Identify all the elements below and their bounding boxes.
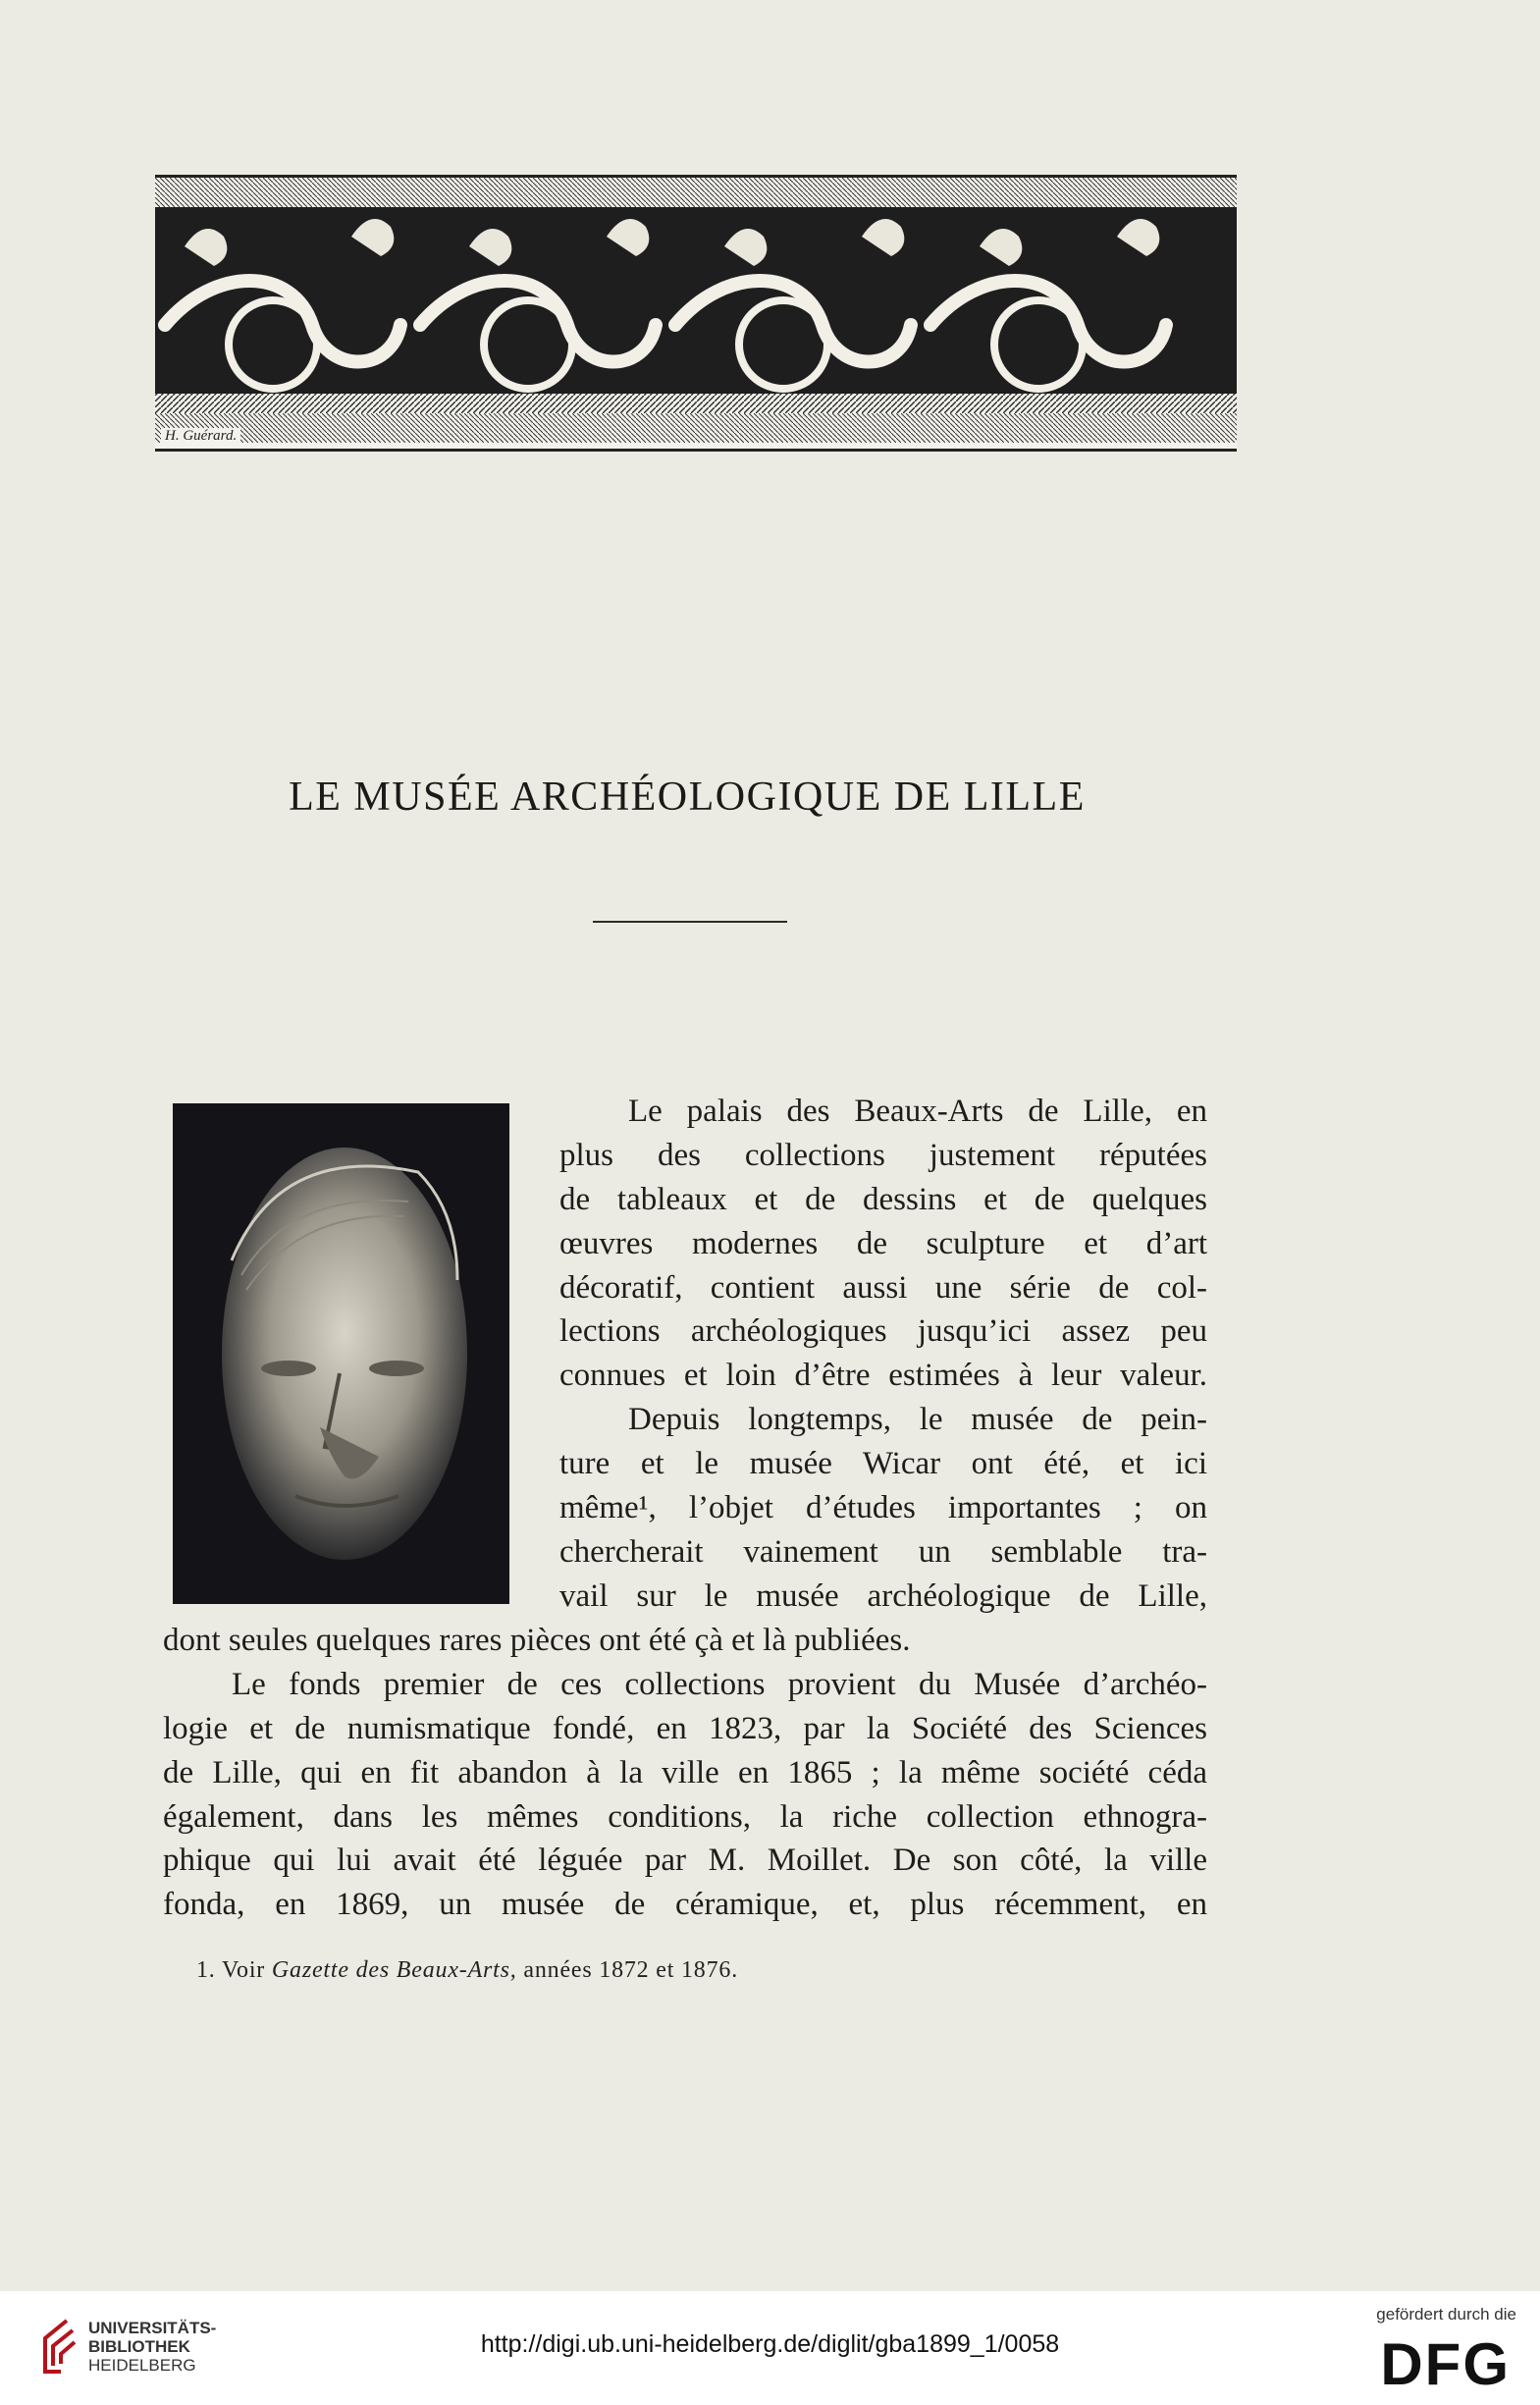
text-line: lections archéologiques jusqu’ici assez peu bbox=[559, 1313, 1207, 1350]
article-title: LE MUSÉE ARCHÉOLOGIQUE DE LILLE bbox=[289, 775, 1086, 820]
text-line: ture et le musée Wicar ont été, et ici bbox=[559, 1446, 1207, 1482]
footnote-number: 1. bbox=[196, 1957, 216, 1983]
footnote-journal: Gazette des Beaux-Arts, bbox=[271, 1957, 517, 1983]
text-line: chercherait vainement un semblable tra- bbox=[559, 1533, 1207, 1570]
text-line: plus des collections justement réputées bbox=[559, 1137, 1207, 1173]
footnote bbox=[196, 1957, 738, 1984]
text-line: phique qui lui avait été léguée par M. Moillet. De son côté, la ville bbox=[163, 1843, 1207, 1879]
library-name-line: HEIDELBERG bbox=[88, 2356, 196, 2375]
text-line: Le fonds premier de ces collections provient du Musée d’archéo- bbox=[232, 1666, 1207, 1702]
dfg-logo: DFG bbox=[1380, 2331, 1511, 2397]
text-line: vail sur le musée archéologique de Lille, bbox=[559, 1577, 1207, 1614]
engraver-signature: H. Guérard. bbox=[161, 428, 240, 445]
digitization-footer bbox=[0, 2291, 1540, 2405]
text-line: dont seules quelques rares pièces ont été çà et là publiées. bbox=[163, 1623, 911, 1658]
text-line: logie et de numismatique fondé, en 1823, par la Société des Sciences bbox=[163, 1710, 1207, 1746]
footnote-post: années 1872 et 1876. bbox=[523, 1957, 739, 1983]
title-divider bbox=[593, 921, 787, 923]
text-line: œuvres modernes de sculpture et d’art bbox=[559, 1225, 1207, 1261]
funding-note: gefördert durch die bbox=[1376, 2305, 1516, 2324]
text-line: de Lille, qui en fit abandon à la ville en 1865 ; la même société céda bbox=[163, 1754, 1207, 1790]
text-line: Depuis longtemps, le musée de pein- bbox=[628, 1402, 1207, 1438]
footnote-pre: Voir bbox=[221, 1957, 266, 1983]
text-line: de tableaux et de dessins et de quelques bbox=[559, 1181, 1207, 1217]
body-text-full-width bbox=[163, 1619, 1207, 1927]
text-line: même¹, l’objet d’études importantes ; on bbox=[559, 1490, 1207, 1526]
permalink-url[interactable]: http://digi.ub.uni-heidelberg.de/diglit/gba1899_1/0058 bbox=[480, 2330, 1060, 2358]
text-line: Le palais des Beaux-Arts de Lille, en bbox=[628, 1094, 1207, 1129]
library-name-line: BIBLIOTHEK bbox=[88, 2337, 190, 2356]
library-name-line: UNIVERSITÄTS- bbox=[88, 2319, 217, 2337]
text-line: fonda, en 1869, un musée de céramique, et, plus récemment, en bbox=[163, 1887, 1207, 1923]
sculpture-head-photograph bbox=[173, 1103, 509, 1604]
text-line: connues et loin d’être estimées à leur valeur. bbox=[559, 1358, 1207, 1394]
body-text-narrow-column bbox=[559, 1090, 1207, 1619]
text-line: décoratif, contient aussi une série de col- bbox=[559, 1269, 1207, 1306]
ornamental-header-engraving bbox=[155, 175, 1237, 452]
text-line: également, dans les mêmes conditions, la riche collection ethnogra- bbox=[163, 1798, 1207, 1835]
